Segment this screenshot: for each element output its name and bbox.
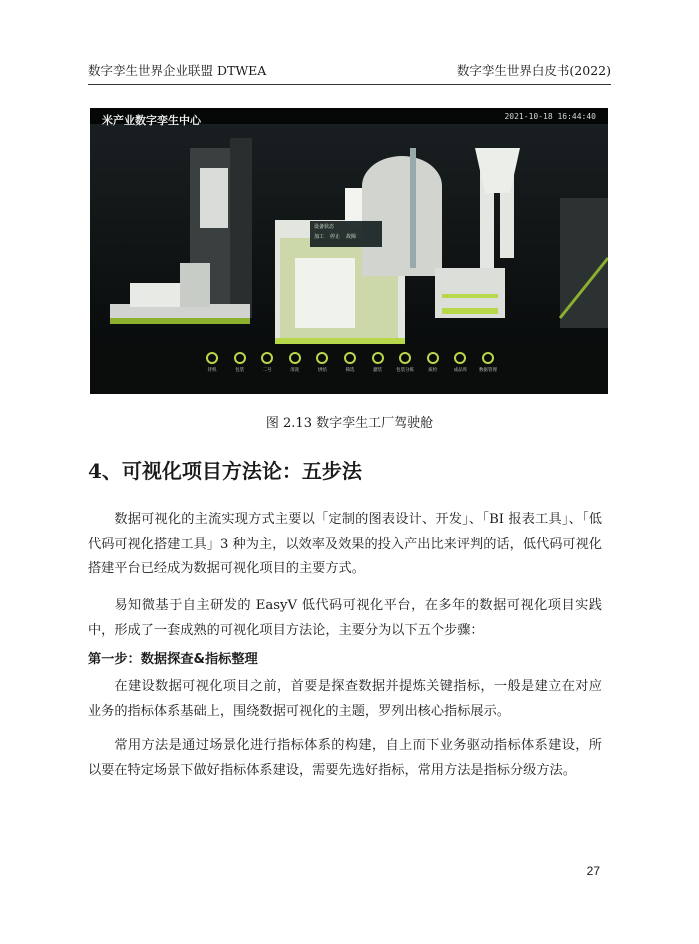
paragraph: 数据可视化的主流实现方式主要以「定制的图表设计、开发」、「BI 报表工具」、「低代码可视化搭建工具」3 种为主，以效率及效果的投入产出比来评判的话，低代码可视化搭建平台已经成为数据可视化项目的主要方式。: [88, 512, 602, 576]
nav-label: 清洗: [290, 368, 300, 373]
page-number: 27: [586, 864, 600, 878]
screen-title: 米产业数字孪生中心: [102, 114, 201, 127]
nav-dot: [289, 352, 301, 364]
nav-item: [421, 352, 445, 382]
nav-dot: [372, 352, 384, 364]
nav-label: 包装: [235, 368, 245, 373]
nav-label: 二号: [262, 368, 272, 373]
nav-dot: [316, 352, 328, 364]
header-left: 数字孪生世界企业联盟 DTWEA: [88, 63, 267, 78]
paragraph: 常用方法是通过场景化进行指标体系的构建，自上而下业务驱动指标体系建设，所以要在特定场景下做好指标体系建设，需要先选好指标，常用方法是指标分级方法。: [88, 738, 602, 778]
nav-label: 数据管理: [478, 368, 497, 373]
status-item: 故障: [346, 234, 357, 240]
screen-time: 2021-10-18 16:44:40: [504, 112, 596, 121]
status-panel-title: 设备状态: [314, 224, 335, 230]
nav-dot: [482, 352, 494, 364]
process-nav: [200, 352, 500, 382]
paragraph: 在建设数据可视化项目之前，首要是探查数据并提炼关键指标，一般是建立在对应业务的指标体系基础上，围绕数据可视化的主题，罗列出核心指标展示。: [88, 679, 602, 719]
nav-dot: [344, 352, 356, 364]
nav-label: 待机: [207, 368, 217, 373]
nav-item: [338, 352, 362, 382]
section-title: 4、可视化项目方法论：五步法: [88, 459, 362, 483]
nav-item: [310, 352, 334, 382]
nav-item: [393, 352, 417, 382]
nav-item: [283, 352, 307, 382]
status-panel: [310, 221, 382, 247]
nav-label: 筛选: [345, 368, 355, 373]
nav-label: 成品库: [453, 368, 468, 373]
figure-caption: 图 2.13 数字孪生工厂驾驶舱: [265, 416, 434, 431]
status-item: 加工: [314, 234, 325, 240]
nav-label: 灌装: [373, 368, 383, 373]
header-rule: [88, 84, 611, 85]
header-right: 数字孪生世界白皮书(2022): [456, 63, 611, 78]
nav-label: 包装分拣: [396, 368, 415, 373]
status-item: 停止: [330, 234, 341, 240]
nav-item: [228, 352, 252, 382]
nav-label: 烘焙: [317, 368, 327, 373]
nav-dot: [399, 352, 411, 364]
nav-dot: [234, 352, 246, 364]
nav-item: [200, 352, 224, 382]
nav-dot: [454, 352, 466, 364]
nav-item: [366, 352, 390, 382]
nav-item: [476, 352, 500, 382]
nav-item: [255, 352, 279, 382]
nav-dot: [206, 352, 218, 364]
step-title: 第一步：数据探查&指标整理: [88, 652, 258, 667]
nav-item: [448, 352, 472, 382]
paragraph: 易知微基于自主研发的 EasyV 低代码可视化平台，在多年的数据可视化项目实践中，形成了一套成熟的可视化项目方法论，主要分为以下五个步骤：: [88, 598, 602, 638]
nav-dot: [427, 352, 439, 364]
page-header: [88, 58, 611, 82]
nav-dot: [261, 352, 273, 364]
nav-label: 质检: [428, 368, 438, 373]
factory-cockpit-figure: [90, 108, 608, 394]
